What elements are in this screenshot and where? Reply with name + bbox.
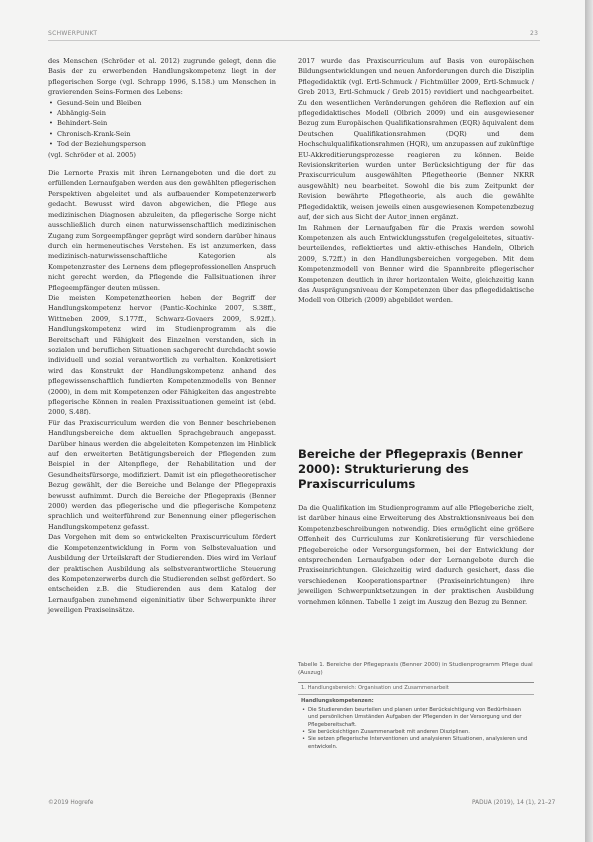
section-heading: Bereiche der Pflegepraxis (Benner 2000): Strukturierung des Praxiscurriculums	[298, 447, 523, 491]
left-paragraph-4: Für das Praxiscurriculum werden die von Benner beschriebenen Handlungsbereiche dem aktuellen Sprachgebrauch angepasst. Darüber hinaus werden die abgeleiteten Kompetenzen im Hinblick auf den erweiterten Betätigungsbereich der Pflegenden zum Beispiel in der Altenpflege, der Rehabilitation und der Gesundheitsfürsorge, modifiziert. Damit ist ein pflegetheoretischer Bezug gewählt, der die Bereiche und Belange der Pflegepraxis bewusst aufnimmt. Durch die Bereiche der Pflegepraxis (Benner 2000) werden das pflegerische und die pflegerische Kompetenz sprachlich und weiterführend zur Benennung einer pflegerischen Handlungskompetenz gefasst.	[48, 418, 276, 531]
right-column	[298, 56, 534, 306]
left-intro: des Menschen (Schröder et al. 2012) zugrunde gelegt, denn die Basis der zu erwerbenden Handlungskompetenz liegt in der pflegerischen Sorge (vgl. Schrapp 1996, S.158.) um Menschen in gravierenden Seins-Formen des Lebens:	[48, 57, 276, 97]
table-header: 1. Handlungsbereich: Organisation und Zusammenarbeit	[298, 683, 534, 695]
list-source: (vgl. Schröder et al. 2005)	[48, 150, 137, 159]
list-item: • Chronisch-Krank-Sein	[48, 129, 276, 139]
table-item: • Sie setzen pflegerische Interventionen und analysieren Situationen, analysieren und entwickeln.	[308, 736, 531, 751]
table-item: • Sie berücksichtigen Zusammenarbeit mit anderen Disziplinen.	[308, 729, 531, 736]
table-subheading: Handlungskompetenzen:	[301, 698, 374, 705]
page-edge-shadow	[585, 0, 593, 842]
left-paragraph-3: Die meisten Kompetenztheorien heben der Begriff der Handlungskompetenz hervor (Pantic-Kochinke 2007, S.38ff., Wittneben 2009, S.177ff., Schwarz-Govaers 2009, S.92ff.). Handlungskompetenz wird im Studienprogramm als die Bereitschaft und Fähigkeit des Einzelnen verstanden, sich in sozialen und beruflichen Situationen sachgerecht durchdacht sowie individuell und sozial verantwortlich zu verhalten. Konkretisiert wird das Konstrukt der Handlungskompetenz anhand des pflegewissenschaftlich fundierten Kompetenzmodells von Benner (2000), in dem mit Kompetenzen oder Fähigkeiten das angestrebte pflegerische Können in realen Praxissituationen gemeint ist (ebd. 2000, S.48f).	[48, 293, 276, 417]
running-header: SCHWERPUNKT	[48, 30, 98, 37]
left-paragraph-5: Das Vorgehen mit dem so entwickelten Praxiscurriculum fördert die Kompetenzentwicklung in Form von Selbstevaluation und Ausbildung der Urteilskraft der Studierenden. Dies wird im Verlauf der praktischen Ausbildung als selbstverantwortliche Steuerung des Kompetenzerwerbs durch die Studierenden selbst gefördert. So entscheiden z.B. die Studierenden aus dem Katalog der Lernaufgaben zunehmend eigeninitiativ über Schwerpunkte ihrer jeweiligen Praxiseinsätze.	[48, 533, 276, 615]
list-item: • Gesund-Sein und Bleiben	[48, 98, 276, 108]
right-paragraph-2: Im Rahmen der Lernaufgaben für die Praxis werden sowohl Kompetenzen als auch Entwicklungsstufen (regelgeleitetes, situativ-beurteilendes, reflektiertes und aktiv-ethisches Handeln, Olbrich 2009, S.72ff.) in den Handlungsbereichen vorgegeben. Mit dem Kompetenzmodell von Benner wird die Spannbreite pflegerischer Kompetenzen deutlich in ihrer horizontalen Weite, gleichzeitig kann das Ausprägungsniveau der Kompetenzen über das pflegedidaktische Modell von Olbrich (2009) abgebildet werden.	[298, 223, 534, 305]
page-number: 23	[530, 30, 539, 37]
right-column-lower	[298, 503, 534, 607]
right-paragraph-3: Da die Qualifikation im Studienprogramm auf alle Pflegeberiche zielt, ist darüber hinaus eine Erweiterung des Abstraktionsniveaus bei den Kompetenzbeschreibungen notwendig. Dies ermöglicht eine größere Offenheit des Curriculums zur Konkretisierung für verschiedene Pflegebereiche oder Versorgungsformen, bei der Entwicklung der entsprechenden Lernaufgaben oder der Lernangebote durch die Praxiseinrichtungen. Gleichzeitig wird dadurch gesichert, dass die verschiedenen Kooperationspartner (Praxiseinrichtungen) ihre jeweiligen Schwerpunktsetzungen in der praktischen Ausbildung vornehmen können. Tabelle 1 zeigt im Auszug den Bezug zu Benner.	[298, 504, 534, 606]
footer-citation: PADUA (2019), 14 (1), 21–27	[472, 800, 556, 806]
seins-formen-list	[48, 98, 276, 150]
left-column	[48, 56, 276, 616]
list-item: • Tod der Beziehungsperson	[48, 139, 276, 149]
table-item-list	[298, 707, 534, 751]
footer-copyright: ©2019 Hogrefe	[48, 800, 94, 806]
right-paragraph-1: 2017 wurde das Praxiscurriculum auf Basis von europäischen Bildungsentwicklungen und neuen Anforderungen durch die Disziplin Pflegedidaktik (vgl. Ertl-Schmuck / Fichtmüller 2009, Ertl-Schmuck / Greb 2013, Ertl-Schmuck / Greb 2015) revidiert und nachgearbeitet. Zu den wesentlichen Veränderungen gehören die Reflexion auf ein pflegedidaktisches Modell (Olbrich 2009) und ein ausgewiesener Bezug zum Europäischen Qualifikationsrahmen (EQR) äquivalent dem Deutschen Qualifikationsrahmen (DQR) und dem Hochschulqualifikationsrahmen (HQR), um anzupassen auf zukünftige EU-Akkreditierungsprozesse reagieren zu können. Beide Revisionskriterien wurden unter Berücksichtigung der für das Praxiscurriculum ausgewählten Pflegetheorie (Benner NKRR ausgewählt) neu bearbeitet. Sowohl die bis zum Zeitpunkt der Revision bewährte Pflegetheorie, als auch die gewählte Pflegedidaktik, weisen jeweils einen ausgewiesenen Kompetenzbezug auf, der sich aus Sicht der Autor_innen ergänzt.	[298, 57, 534, 222]
table-caption: Tabelle 1. Bereiche der Pflegepraxis (Benner 2000) in Studienprogramm Pflege dual (Auszug)	[298, 662, 533, 676]
table-item: • Die Studierenden beurteilen und planen unter Berücksichtigung von Bedürfnissen und persönlichen Umständen Aufgaben der Pflegenden in der Versorgung und der Pflegebereitschaft.	[308, 707, 531, 729]
table-1	[298, 682, 534, 751]
list-item: • Behindert-Sein	[48, 118, 276, 128]
header-rule	[48, 40, 540, 41]
left-paragraph-2: Die Lernorte Praxis mit ihren Lernangeboten und die dort zu erfüllenden Lernaufgaben werden aus den gewählten pflegerischen Perspektiven abgeleitet und als aufbauender Kompetenzerwerb gedacht. Bewusst wird davon abgewichen, die Pflege aus medizinischen Diagnosen abzuleiten, da pflegerische Sorge nicht ausschließlich durch einen naturwissenschaftlich medizinischen Zugang zum Sorgeempfänger geprägt wird sondern darüber hinaus durch ein hermeneutisches Verstehen. Es ist anzumerken, dass medizinisch-naturwissenschaftliche Kategorien als Kompetenzraster des Lernens dem pflegeprofessionellen Anspruch nicht gerecht werden, da Pflegende die Fallsituationen ihrer Pflegeempfänger deuten müssen.	[48, 169, 276, 292]
list-item: • Abhängig-Sein	[48, 108, 276, 118]
